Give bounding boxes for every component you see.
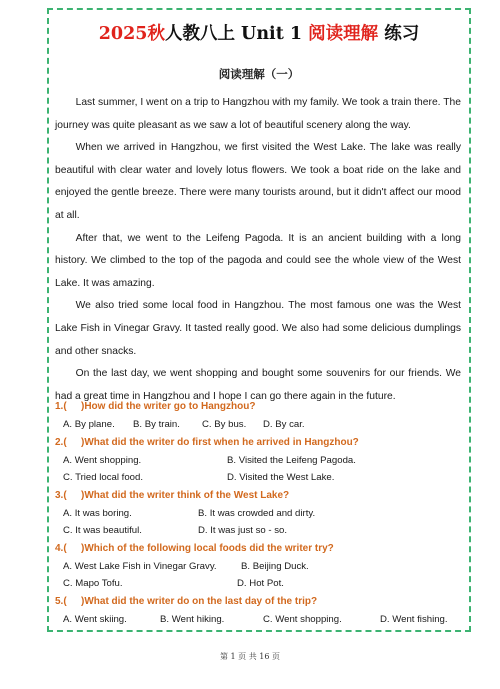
question-number: 3.( [55,489,67,501]
question-list [55,398,461,628]
passage-paragraph: When we arrived in Hangzhou, we first visited the West Lake. The lake was really beautiful with clear water and lovely lotus flowers. We took a boat ride on the lake and enjoyed the gentle breeze. There were many tourists around, but it didn't affect our mood at all. [55,142,461,221]
option-d[interactable]: D. Visited the West Lake. [227,472,335,483]
option-row [55,505,461,523]
option-c[interactable]: C. It was beautiful. [63,525,142,536]
option-b[interactable]: B. Visited the Leifeng Pagoda. [227,454,356,466]
question-4 [55,540,461,593]
option-row [55,558,461,576]
page-footer: 第 1 页 共 16 页 [220,652,280,661]
question-stem [55,593,461,611]
option-row [55,452,461,470]
title-reading-label: 阅读理解 [308,24,379,44]
option-c[interactable]: C. Went shopping. [263,613,342,625]
question-1 [55,398,461,434]
option-b[interactable]: B. Went hiking. [160,613,225,625]
title-practice-label: 练习 [378,24,420,44]
reading-passage [55,92,461,408]
option-row [55,611,461,629]
question-3 [55,487,461,540]
option-d[interactable]: D. Hot Pot. [237,578,284,589]
question-number: 1.( [55,401,67,412]
passage-paragraph: After that, we went to the Leifeng Pagoda. It is an ancient building with a long history. We climbed to the top of the pagoda and could see the whole view of the West Lake. It was amazing. [55,232,461,289]
option-c[interactable]: C. Tried local food. [63,472,143,483]
option-b[interactable]: B. Beijing Duck. [241,560,309,572]
option-row [55,469,461,487]
option-c[interactable]: C. Mapo Tofu. [63,578,123,589]
question-text: )Which of the following local foods did the writer try? [81,542,334,554]
page-title [47,20,471,45]
option-d[interactable]: D. By car. [263,419,305,430]
option-c[interactable]: C. By bus. [202,419,247,430]
option-d[interactable]: D. It was just so - so. [198,525,288,536]
question-number: 5.( [55,595,67,607]
question-5 [55,593,461,629]
title-season: 秋 [147,24,165,44]
option-a[interactable]: A. Went skiing. [63,613,127,625]
option-a[interactable]: A. It was boring. [63,507,132,519]
option-row [55,522,461,540]
passage-paragraph: We also tried some local food in Hangzhou. The most famous one was the West Lake Fish in Vinegar Gravy. It tasted really good. We also had some delicious dumplings and other snacks. [55,300,461,357]
option-row [55,575,461,593]
title-year: 2025 [98,24,148,44]
title-textbook-unit: 人教八上 Unit 1 [164,24,309,44]
option-b[interactable]: B. By train. [133,419,180,430]
option-b[interactable]: B. It was crowded and dirty. [198,507,316,519]
passage-paragraph: Last summer, I went on a trip to Hangzhou with my family. We took a train there. The journey was quite pleasant as we saw a lot of beautiful scenery along the way. [55,97,461,131]
question-number: 4.( [55,542,67,554]
option-row [55,416,461,434]
option-a[interactable]: A. Went shopping. [63,454,142,466]
option-a[interactable]: A. By plane. [63,419,115,430]
option-a[interactable]: A. West Lake Fish in Vinegar Gravy. [63,560,217,572]
question-text: )What did the writer do on the last day of the trip? [81,595,318,607]
passage-paragraph: On the last day, we went shopping and bought some souvenirs for our friends. We had a great time in Hangzhou and I hope I can go there again in the future. [55,368,461,402]
question-text: )How did the writer go to Hangzhou? [81,401,256,412]
option-d[interactable]: D. Went fishing. [380,613,448,625]
question-stem [55,434,461,452]
question-text: )What did the writer do first when he arrived in Hangzhou? [81,436,359,448]
question-stem [55,487,461,505]
question-stem [55,398,461,416]
section-heading: 阅读理解（一） [218,67,300,81]
question-text: )What did the writer think of the West Lake? [81,489,290,501]
question-stem [55,540,461,558]
question-number: 2.( [55,436,67,448]
question-2 [55,434,461,487]
